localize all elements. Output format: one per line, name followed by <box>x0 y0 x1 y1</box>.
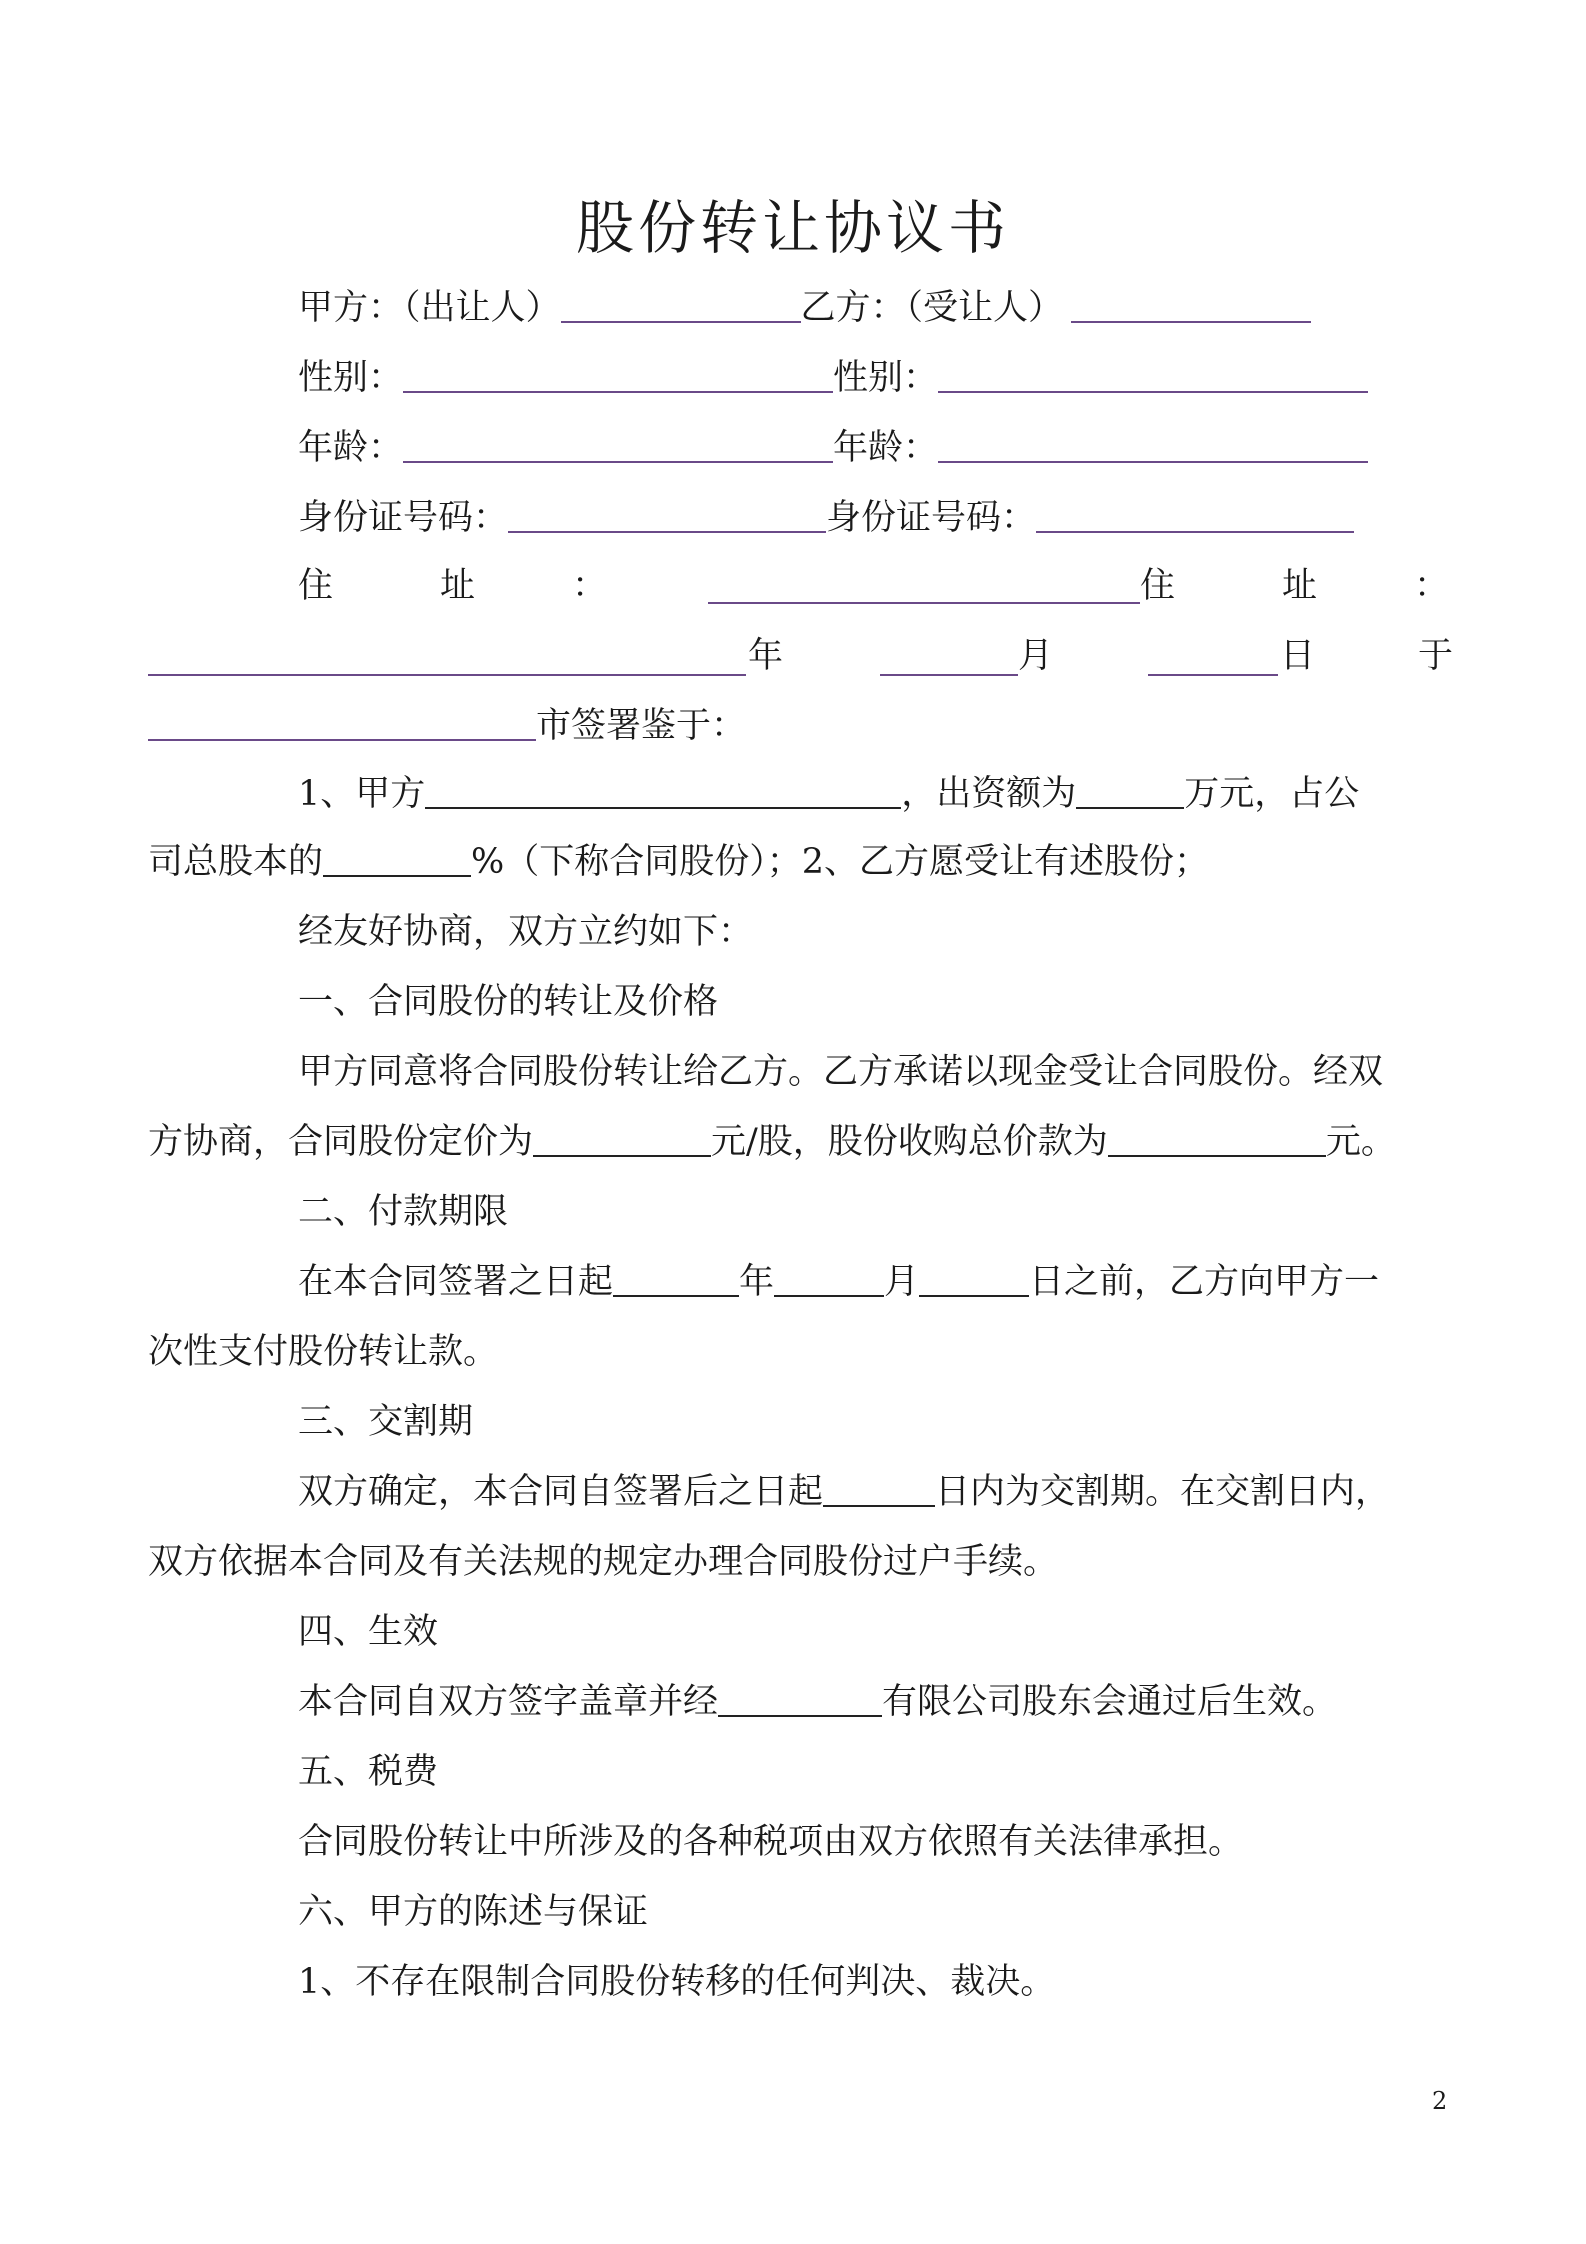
section1-para-line1: 甲方同意将合同股份转让给乙方。乙方承诺以现金受让合同股份。经双 <box>298 1052 1384 1092</box>
address-a-colon: ： <box>572 566 608 606</box>
document-title: 股份转让协议书 <box>575 194 1010 262</box>
gender-line <box>298 358 1368 398</box>
recital-line-1 <box>298 774 1359 814</box>
section6-heading: 六、甲方的陈述与保证 <box>298 1892 649 1932</box>
s1-total-blank[interactable] <box>1108 1153 1326 1157</box>
recital-line-2 <box>148 842 1209 882</box>
recital1-percent-blank[interactable] <box>323 873 471 877</box>
age-label-a: 年龄： <box>298 428 404 468</box>
recital1-unit: 万元，占公 <box>1184 774 1360 814</box>
s4-company-blank[interactable] <box>718 1713 882 1717</box>
section4-heading: 四、生效 <box>298 1612 439 1652</box>
id-label-b: 身份证号码： <box>826 498 1037 538</box>
s3-rest: 日内为交割期。在交割日内， <box>935 1472 1391 1512</box>
recital1-share-rest: %（下称合同股份）；2、乙方愿受让有述股份； <box>471 842 1210 882</box>
recital1-capital-label: ，出资额为 <box>901 774 1077 814</box>
date-month-label: 月 <box>1018 636 1054 676</box>
section1-heading: 一、合同股份的转让及价格 <box>298 982 719 1022</box>
address-b-blank[interactable] <box>148 674 746 676</box>
party-a-blank[interactable] <box>561 319 801 323</box>
s2-year-blank[interactable] <box>613 1293 739 1297</box>
section5-para: 合同股份转让中所涉及的各种税项由双方依照有关法律承担。 <box>298 1822 1244 1862</box>
address-b-colon: ： <box>1414 566 1450 606</box>
section2-heading: 二、付款期限 <box>298 1192 509 1232</box>
section3-para-line2: 双方依据本合同及有关法规的规定办理合同股份过户手续。 <box>148 1542 1059 1582</box>
id-label-a: 身份证号码： <box>298 498 509 538</box>
recital1-party-a: 1、甲方 <box>298 774 426 814</box>
s4-intro: 本合同自双方签字盖章并经 <box>298 1682 719 1722</box>
s3-days-blank[interactable] <box>823 1503 935 1507</box>
party-b-blank[interactable] <box>1071 319 1311 323</box>
section3-para-line1 <box>298 1472 1390 1512</box>
gender-b-blank[interactable] <box>938 389 1368 393</box>
date-month-blank[interactable] <box>880 674 1018 676</box>
recital1-share-label: 司总股本的 <box>148 842 324 882</box>
id-a-blank[interactable] <box>508 529 826 533</box>
address-a-blank[interactable] <box>708 602 1140 604</box>
signed-intro: 市签署鉴于： <box>536 706 747 746</box>
id-line <box>298 498 1354 538</box>
gender-a-blank[interactable] <box>403 389 833 393</box>
s1-total-unit: 元。 <box>1325 1122 1396 1162</box>
recital1-capital-blank[interactable] <box>1076 805 1184 809</box>
city-blank[interactable] <box>148 737 536 741</box>
gender-label-a: 性别： <box>298 358 404 398</box>
recital1-party-a-blank[interactable] <box>425 805 901 809</box>
s4-rest: 有限公司股东会通过后生效。 <box>882 1682 1338 1722</box>
age-line <box>298 428 1368 468</box>
s2-month-label: 月 <box>884 1262 920 1302</box>
address-b-char1: 住 <box>1140 566 1176 606</box>
section5-heading: 五、税费 <box>298 1752 439 1792</box>
section1-para-line2 <box>148 1122 1396 1162</box>
section4-para <box>298 1682 1337 1722</box>
party-a-label: 甲方：（出让人） <box>298 288 561 328</box>
s1-price-label: 方协商，合同股份定价为 <box>148 1122 534 1162</box>
section2-para-line1 <box>298 1262 1379 1302</box>
s2-rest: 日之前，乙方向甲方一 <box>1029 1262 1380 1302</box>
age-b-blank[interactable] <box>938 459 1368 463</box>
date-day-label: 日 <box>1280 636 1316 676</box>
city-line <box>148 706 746 746</box>
id-b-blank[interactable] <box>1036 529 1354 533</box>
s1-price-blank[interactable] <box>533 1153 711 1157</box>
age-label-b: 年龄： <box>833 428 939 468</box>
s2-year-label: 年 <box>739 1262 775 1302</box>
address-b-char2: 址 <box>1282 566 1318 606</box>
age-a-blank[interactable] <box>403 459 833 463</box>
date-at-label: 于 <box>1418 636 1454 676</box>
s3-intro: 双方确定，本合同自签署后之日起 <box>298 1472 824 1512</box>
party-b-label: 乙方：（受让人） <box>800 288 1064 328</box>
section3-heading: 三、交割期 <box>298 1402 474 1442</box>
page-number: 2 <box>1432 2087 1448 2115</box>
s1-total-label: 元/股，股份收购总价款为 <box>711 1122 1108 1162</box>
section6-para: 1、不存在限制合同股份转移的任何判决、裁决。 <box>298 1962 1056 2002</box>
address-a-char2: 址 <box>440 566 476 606</box>
negotiation-text: 经友好协商，双方立约如下： <box>298 912 754 952</box>
section2-para-line2: 次性支付股份转让款。 <box>148 1332 499 1372</box>
s2-intro: 在本合同签署之日起 <box>298 1262 614 1302</box>
date-day-blank[interactable] <box>1148 674 1278 676</box>
date-year-label: 年 <box>748 636 784 676</box>
s2-month-blank[interactable] <box>774 1293 884 1297</box>
gender-label-b: 性别： <box>833 358 939 398</box>
s2-day-blank[interactable] <box>919 1293 1029 1297</box>
party-line <box>298 288 1311 328</box>
address-a-char1: 住 <box>298 566 334 606</box>
